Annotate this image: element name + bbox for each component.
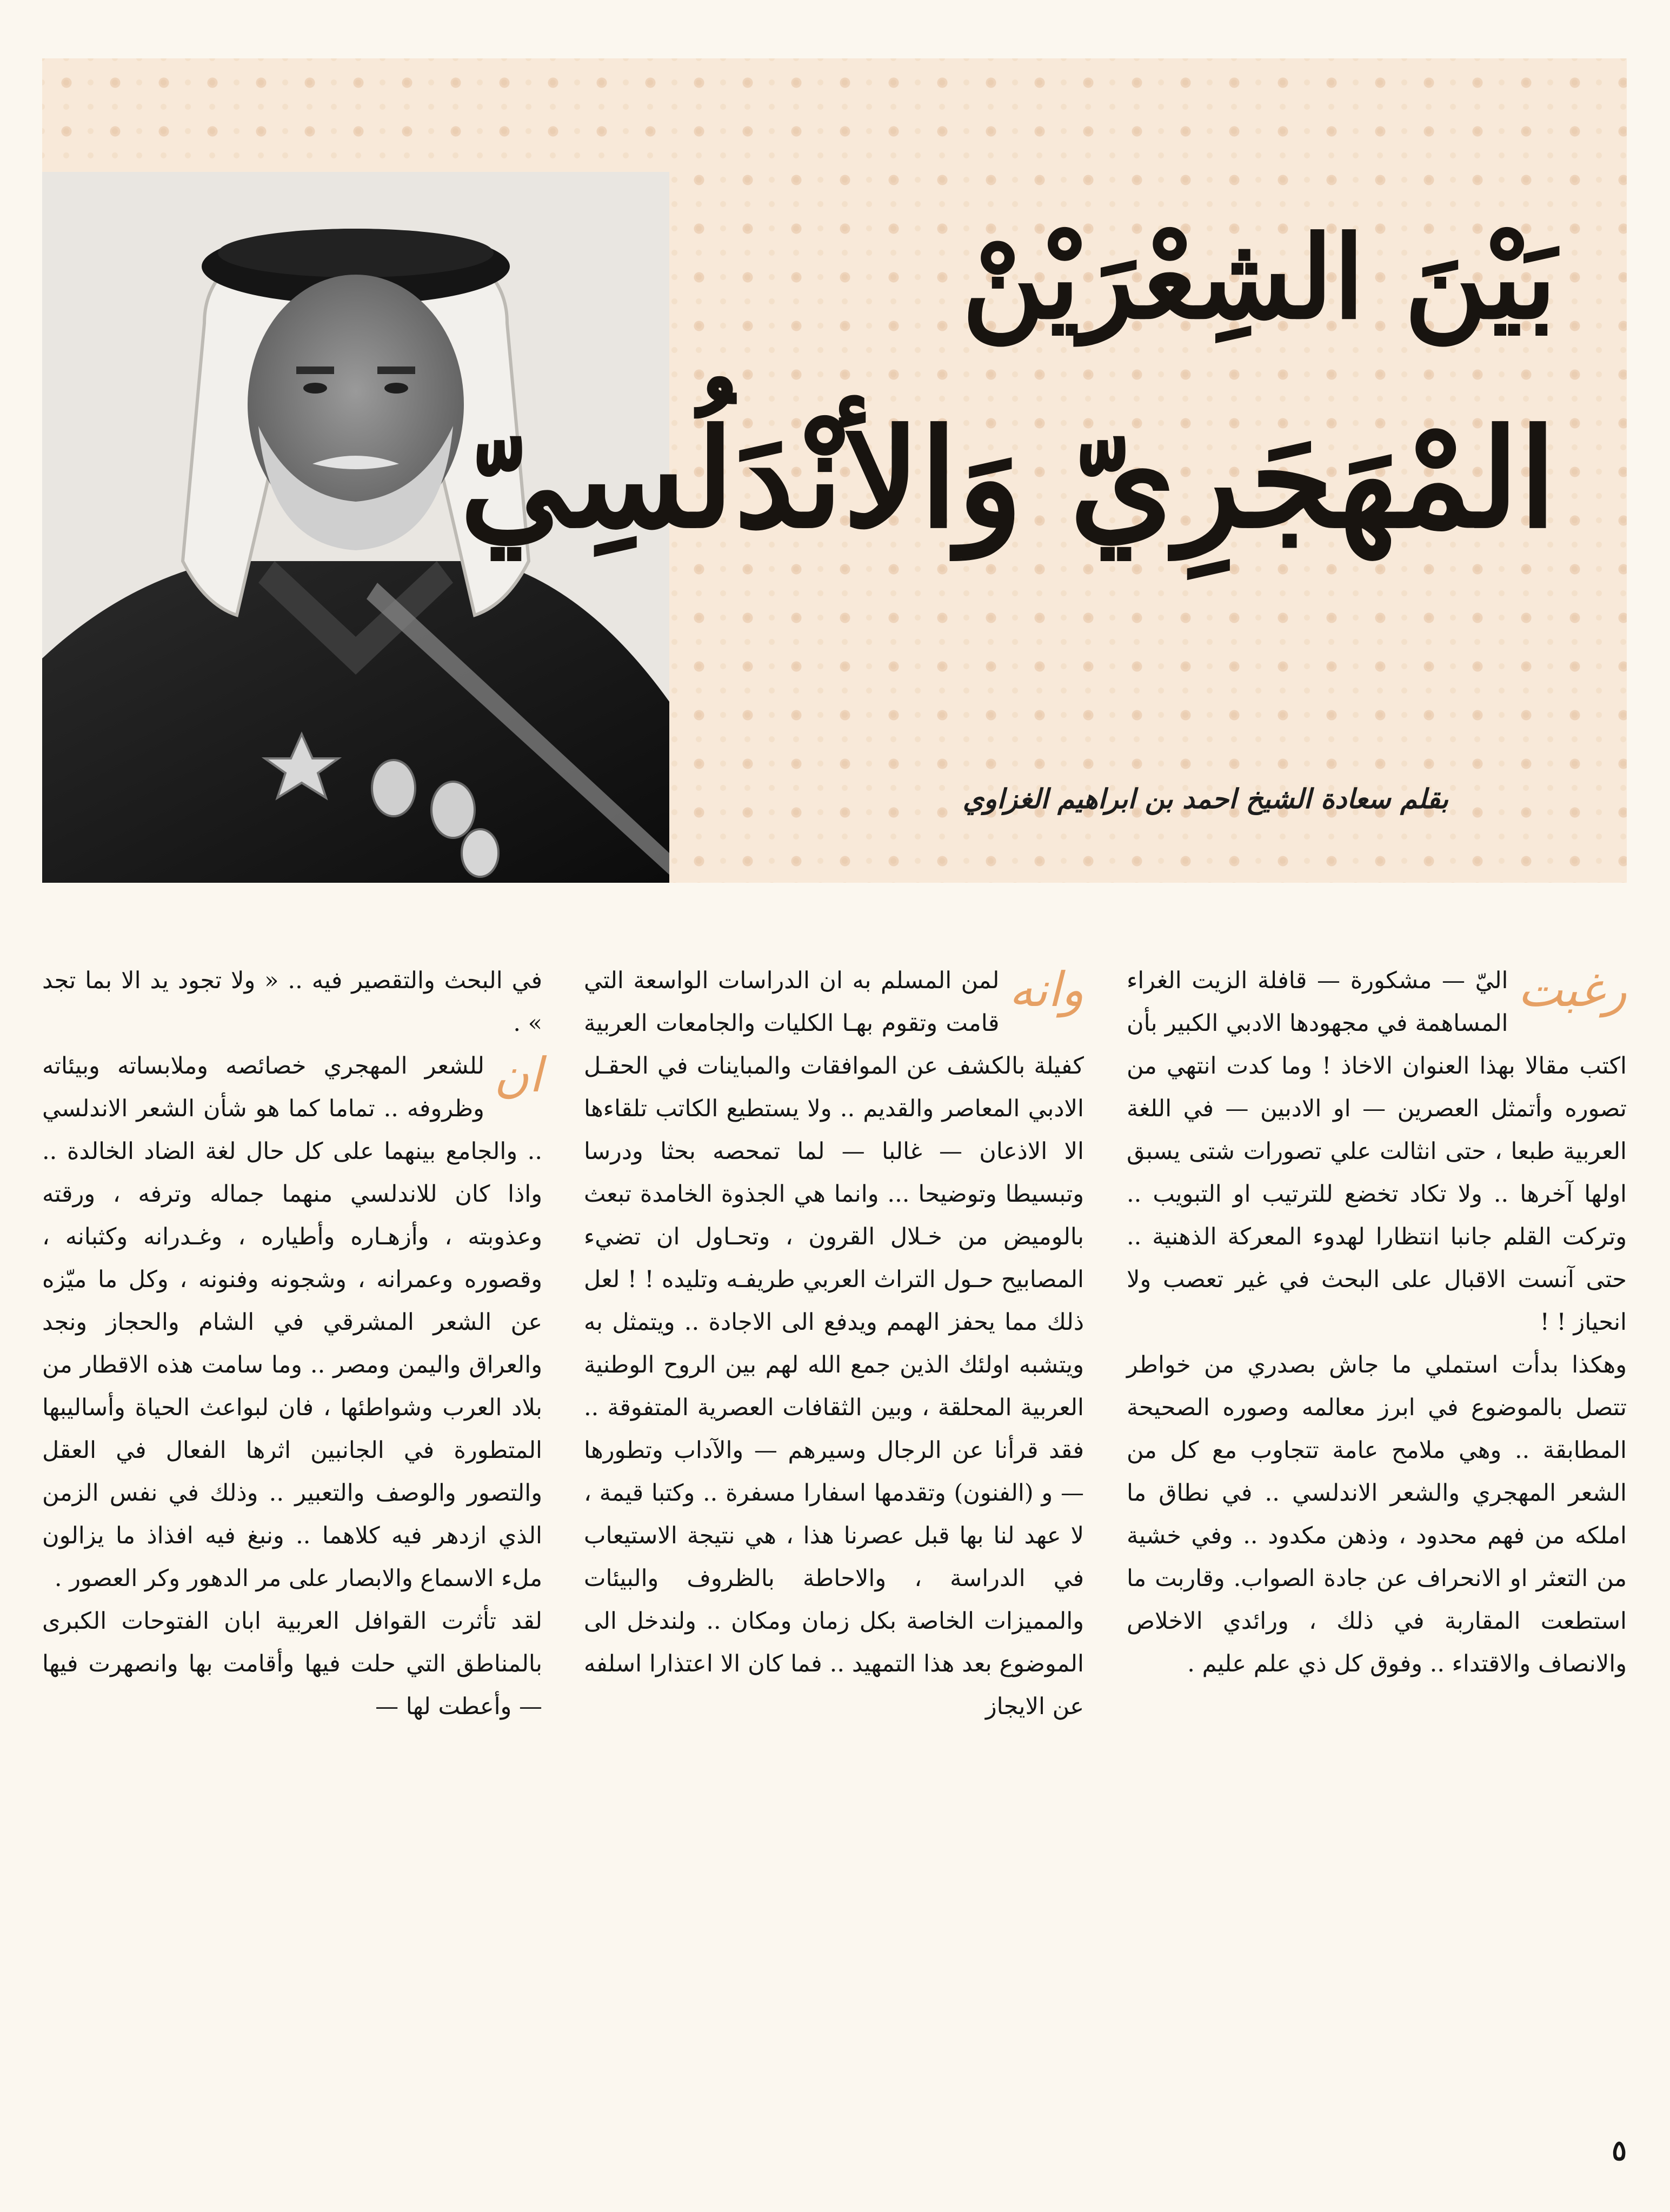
author-byline: بقلم سعادة الشيخ احمد بن ابراهيم الغزاوي [962,783,1448,815]
article-title-line1: بَيْنَ الشِعْرَيْنْ [962,211,1556,344]
column-left [42,960,542,1728]
dropcap-right: رغبت [1518,962,1627,1017]
paragraph: للشعر المهجري خصائصه وملابساته وبيئاته وظروفه .. تماما كما هو شأن الشعر الاندلسي .. والجامع بينهما على كل حال لغة الضاد الخالدة .. واذا كان للاندلسي منهما جماله وترفه ، ورقته وعذوبته ، وأزهـاره وأطياره ، وغـدرانه وكثبانه ، وقصوره وعمرانه ، وشجونه وفنونه ، وكل ما ميّزه عن الشعر المشرقي في الشام والحجاز ونجد والعراق واليمن ومصر .. وما سامت هذه الاقطار من بلاد العرب وشواطئها ، فان لبواعث الحياة وأساليبها المتطورة في الجانبين اثرها الفعال في العقل والتصور والوصف والتعبير .. وذلك في نفس الزمن الذي ازدهر فيه كلاهما .. ونبغ فيه افذاذ ما يزالون ملء الاسماع والابصار على مر الدهور وكر العصور . [42,1052,542,1592]
paragraph: لقد تأثرت القوافل العربية ابان الفتوحات الكبرى بالمناطق التي حلت فيها وأقامت بها وانصهرت فيها — وأعطت لها — [42,1608,542,1720]
dropcap-left: ان [494,1047,542,1103]
dropcap-middle: وانه [1009,962,1084,1017]
article-body [42,960,1627,2106]
column-right [1127,960,1627,1685]
paragraph: وهكذا بدأت استملي ما جاش بصدري من خواطر تتصل بالموضوع في ابرز معالمه وصوره الصحيحة المطابقة .. وهي ملامح عامة تتجاوب مع كل من الشعر المهجري والشعر الاندلسي .. في نطاق ما املكه من فهم محدود ، وذهن مكدود .. وفي خشية من التعثر او الانحراف عن جادة الصواب. وقاربت ما استطعت المقاربة في ذلك ، ورائدي الاخلاص والانصاف والاقتداء .. وفوق كل ذي علم عليم . [1127,1351,1627,1677]
header-panel [42,58,1627,883]
paragraph: اليّ — مشكورة — قافلة الزيت الغراء المساهمة في مجهودها الادبي الكبير بأن اكتب مقالا بهذا العنوان الاخاذ ! وما كدت انتهي من تصوره وأتمثل العصرين — او الادبين — في اللغة العربية طبعا ، حتى انثالت علي تصورات شتى يسبق اولها آخرها .. ولا تكاد تخضع للترتيب او التبويب .. وتركت القلم جانبا انتظارا لهدوء المعركة الذهنية .. حتى آنست الاقبال على البحث في غير تعصب ولا انحياز ! ! [1127,967,1627,1336]
paragraph: في البحث والتقصير فيه .. « ولا تجود يد الا بما تجد » . [42,967,542,1037]
column-middle [584,960,1084,1728]
article-title-line2: المْهَجَرِيّ وَالأنْدَلُسِيّ [460,399,1556,558]
page-number: ٥ [1612,2134,1627,2167]
paragraph: لمن المسلم به ان الدراسات الواسعة التي قامت وتقوم بهـا الكليات والجامعات العربية كفيلة بالكشف عن الموافقات والمباينات في الحقـل الادبي المعاصر والقديم .. ولا يستطيع الكاتب تلقاءها الا الاذعان — غالبا — لما تمحصه بحثا ودرسا وتبسيطا وتوضيحا ... وانما هي الجذوة الخامدة تبعث بالوميض من خـلال القرون ، وتحـاول ان تضيء المصابيح حـول التراث العربي طريفـه وتليده ! ! لعل ذلك مما يحفز الهمم ويدفع الى الاجادة .. ويتمثل به ويتشبه اولئك الذين جمع الله لهم بين الروح الوطنية العربية المحلقة ، وبين الثقافات العصرية المتفوقة .. فقد قرأنا عن الرجال وسيرهم — والآداب وتطورها — و (الفنون) وتقدمها اسفارا مسفرة .. وكتبا قيمة ، لا عهد لنا بها قبل عصرنا هذا ، هي نتيجة الاستيعاب في الدراسة ، والاحاطة بالظروف والبيئات والمميزات الخاصة بكل زمان ومكان .. ولندخل الى الموضوع بعد هذا التمهيد .. فما كان الا اعتذارا اسلفه عن الايجاز [584,967,1084,1720]
